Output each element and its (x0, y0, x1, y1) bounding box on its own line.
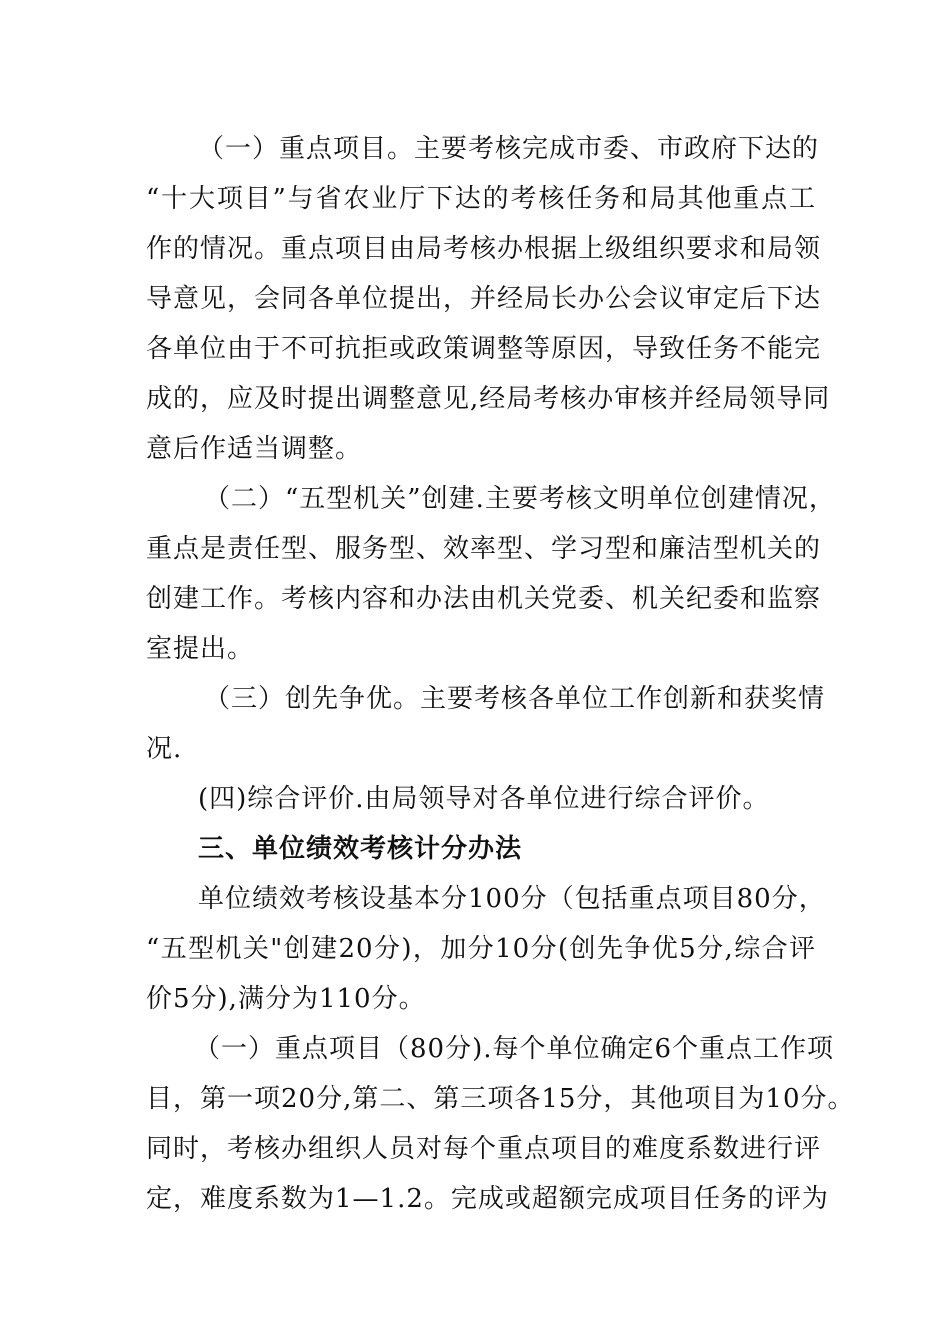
paragraph-line: 成的，应及时提出调整意见,经局考核办审核并经局领导同 (146, 384, 831, 414)
paragraph-line: 同时，考核办组织人员对每个重点项目的难度系数进行评 (146, 1134, 822, 1164)
paragraph-line: 导意见，会同各单位提出，并经局长办公会议审定后下达 (146, 284, 822, 314)
paragraph-line: （三）创先争优。主要考核各单位工作创新和获奖情 (204, 684, 826, 714)
paragraph-line: 况. (146, 734, 183, 764)
paragraph-line: 意后作适当调整。 (146, 434, 363, 464)
paragraph-line: 室提出。 (146, 634, 255, 664)
paragraph-line: （二）“五型机关”创建.主要考核文明单位创建情况， (204, 484, 836, 514)
paragraph-line: 目，第一项20分,第二、第三项各15分，其他项目为10分。 (146, 1084, 855, 1114)
paragraph-line: 各单位由于不可抗拒或政策调整等原因，导致任务不能完 (146, 334, 822, 364)
paragraph-line: “十大项目”与省农业厅下达的考核任务和局其他重点工 (146, 184, 816, 214)
section-heading: 三、单位绩效考核计分办法 (198, 834, 523, 864)
paragraph-line: 定，难度系数为1—1.2。完成或超额完成项目任务的评为 (146, 1184, 829, 1214)
paragraph-line: “五型机关"创建20分)，加分10分(创先争优5分,综合评 (146, 934, 816, 964)
paragraph-line: （一）重点项目。主要考核完成市委、市政府下达的 (198, 134, 820, 164)
paragraph-line: 单位绩效考核设基本分100分（包括重点项目80分， (198, 884, 826, 914)
paragraph-line: 重点是责任型、服务型、效率型、学习型和廉洁型机关的 (146, 534, 822, 564)
paragraph-line: 创建工作。考核内容和办法由机关党委、机关纪委和监察 (146, 584, 822, 614)
paragraph-line: (四)综合评价.由局领导对各单位进行综合评价。 (198, 784, 770, 814)
paragraph-line: （一）重点项目（80分).每个单位确定6个重点工作项 (194, 1034, 835, 1064)
paragraph-line: 价5分),满分为110分。 (146, 984, 426, 1014)
paragraph-line: 作的情况。重点项目由局考核办根据上级组织要求和局领 (146, 234, 822, 264)
